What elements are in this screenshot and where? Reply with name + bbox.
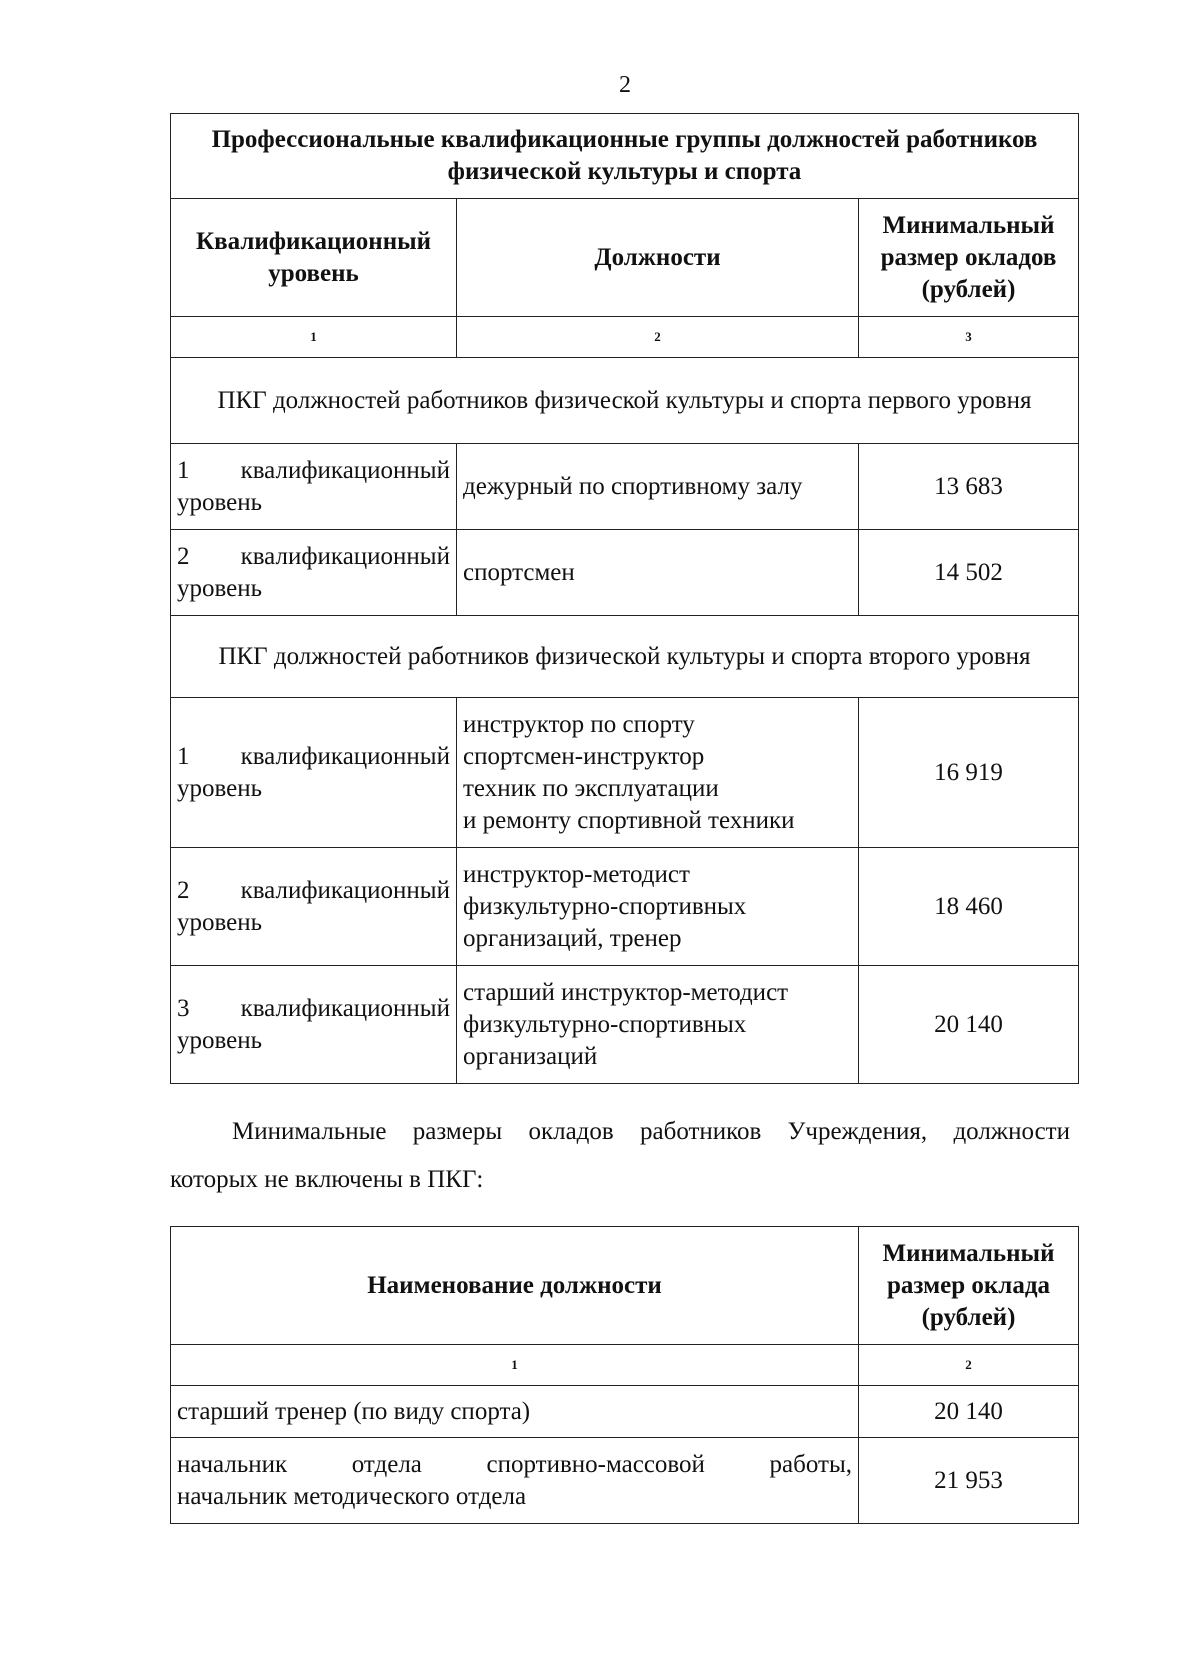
group-title: ПКГ должностей работников физической культуры и спорта первого уровня <box>171 358 1079 444</box>
non-pkg-positions-table <box>170 1226 1079 1524</box>
column-number: 3 <box>859 317 1079 358</box>
column-number: 1 <box>171 1345 859 1386</box>
level-cell: 2 квалификационный уровень <box>171 848 457 966</box>
table-row <box>171 1386 1079 1438</box>
level-cell: 1 квалификационный уровень <box>171 444 457 530</box>
table-row <box>171 1438 1079 1524</box>
column-number: 1 <box>171 317 457 358</box>
intro-paragraph <box>170 1108 1070 1204</box>
position-name-cell: начальник отдела спортивно-массовой работы, начальник методического отдела <box>171 1438 859 1524</box>
table-row <box>171 848 1079 966</box>
table-title: Профессиональные квалификационные группы должностей работников физической культуры и спорта <box>171 114 1079 199</box>
level-cell: 2 квалификационный уровень <box>171 530 457 616</box>
position-name-cell: старший тренер (по виду спорта) <box>171 1386 859 1438</box>
level-cell: 3 квалификационный уровень <box>171 966 457 1084</box>
salary-cell: 13 683 <box>859 444 1079 530</box>
professional-groups-table <box>170 113 1079 1084</box>
paragraph-line: Минимальные размеры окладов работников Учреждения, должности <box>232 1118 1070 1145</box>
table-row <box>171 698 1079 848</box>
salary-cell: 16 919 <box>859 698 1079 848</box>
table-row <box>171 444 1079 530</box>
header-positions: Должности <box>457 199 859 317</box>
header-level: Квалификационный уровень <box>171 199 457 317</box>
salary-cell: 20 140 <box>859 1386 1079 1438</box>
column-number: 2 <box>859 1345 1079 1386</box>
positions-cell: спортсмен <box>457 530 859 616</box>
page-number: 2 <box>619 72 631 98</box>
group-title: ПКГ должностей работников физической культуры и спорта второго уровня <box>171 616 1079 698</box>
level-cell: 1 квалификационный уровень <box>171 698 457 848</box>
paragraph-line: которых не включены в ПКГ: <box>170 1166 484 1193</box>
column-number: 2 <box>457 317 859 358</box>
table-row <box>171 966 1079 1084</box>
positions-cell: старший инструктор-методист физкультурно-спортивных организаций <box>457 966 859 1084</box>
positions-cell: дежурный по спортивному залу <box>457 444 859 530</box>
positions-cell: инструктор по спорту спортсмен-инструктор техник по эксплуатации и ремонту спортивной техники <box>457 698 859 848</box>
salary-cell: 18 460 <box>859 848 1079 966</box>
table-row <box>171 530 1079 616</box>
header-name: Наименование должности <box>171 1227 859 1345</box>
header-salary: Минимальный размер окладов (рублей) <box>859 199 1079 317</box>
salary-cell: 21 953 <box>859 1438 1079 1524</box>
salary-cell: 14 502 <box>859 530 1079 616</box>
positions-cell: инструктор-методист физкультурно-спортивных организаций, тренер <box>457 848 859 966</box>
salary-cell: 20 140 <box>859 966 1079 1084</box>
header-salary: Минимальный размер оклада (рублей) <box>859 1227 1079 1345</box>
